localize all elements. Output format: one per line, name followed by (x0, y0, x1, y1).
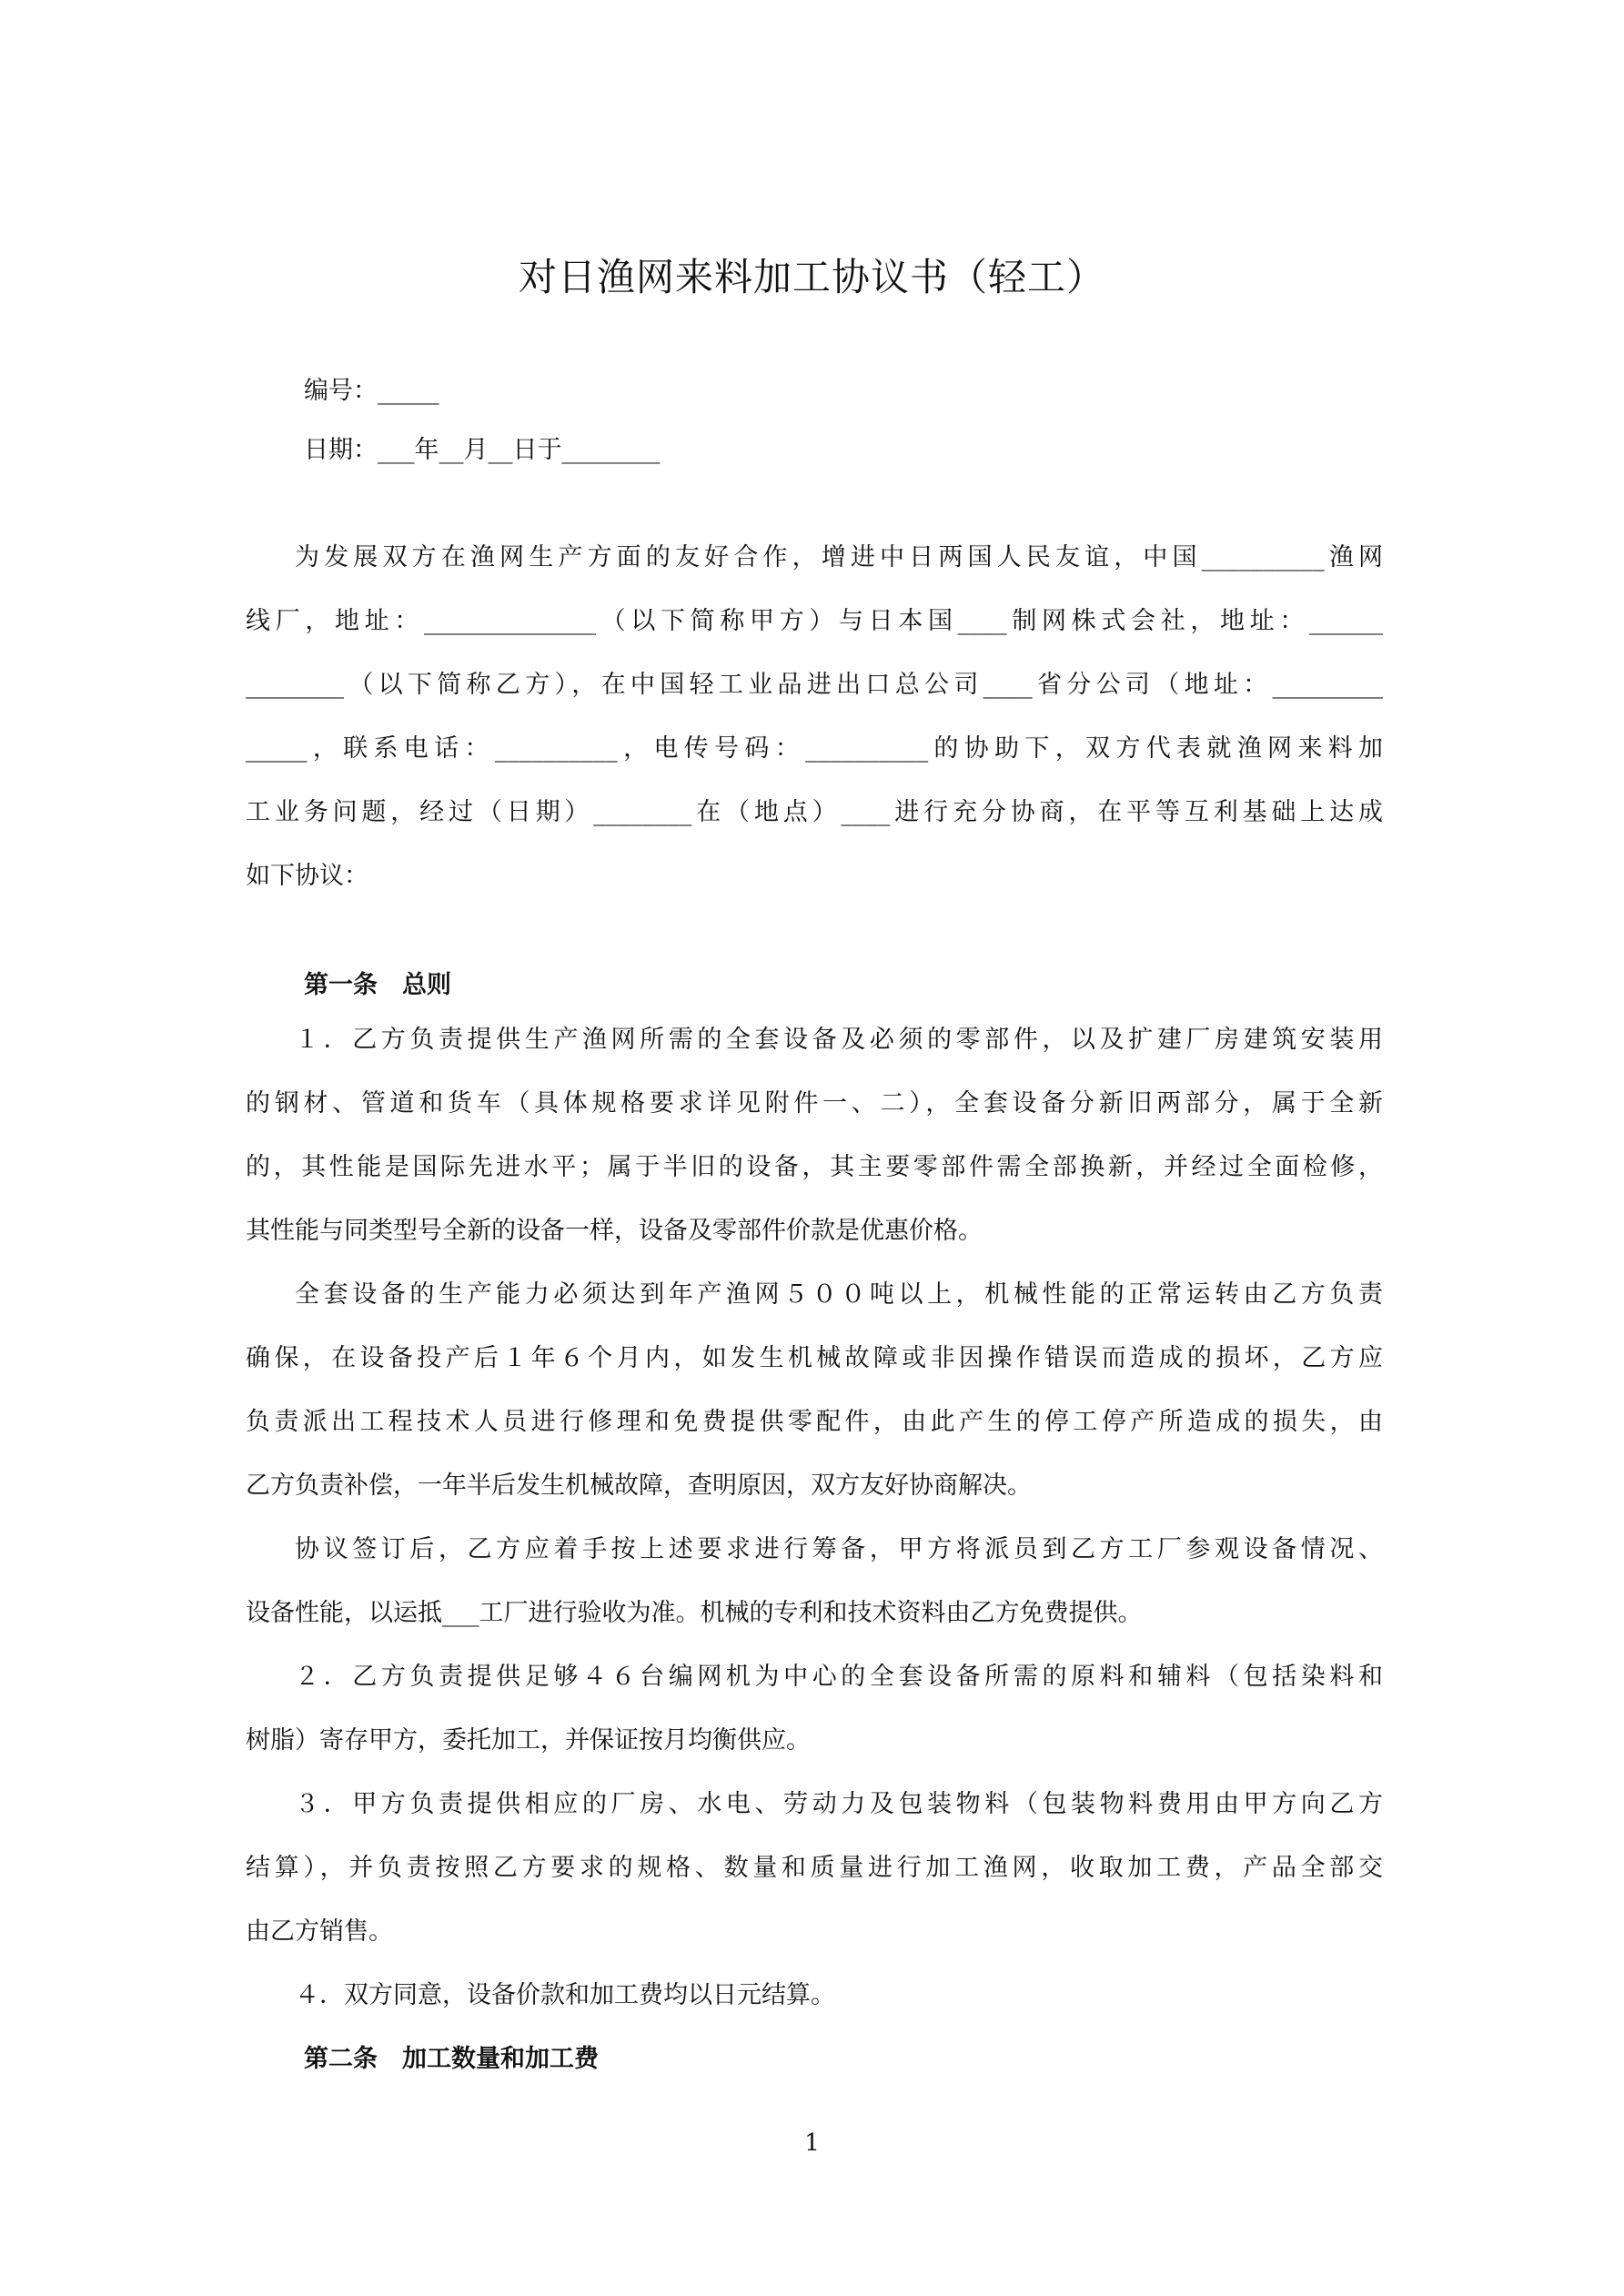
preamble-line: 如下协议： (246, 862, 368, 890)
preamble-line: 工业务问题，经过（日期）________在（地点）____进行充分协商，在平等互利基础上达成 (246, 798, 1383, 826)
page-number: 1 (804, 2129, 820, 2157)
clause-1-line: １．乙方负责提供生产渔网所需的全套设备及必须的零部件，以及扩建厂房建筑安装用 (295, 1026, 1383, 1054)
inspection-line: 协议签订后，乙方应着手按上述要求进行筹备，甲方将派员到乙方工厂参观设备情况、 (295, 1535, 1383, 1563)
capacity-line: 全套设备的生产能力必须达到年产渔网５００吨以上，机械性能的正常运转由乙方负责 (295, 1280, 1383, 1309)
clause-1-line: 其性能与同类型号全新的设备一样，设备及零部件价款是优惠价格。 (246, 1217, 983, 1245)
clause-4-line: ４．双方同意，设备价款和加工费均以日元结算。 (295, 1981, 835, 2009)
clause-1-line: 的，其性能是国际先进水平；属于半旧的设备，其主要零部件需全部换新，并经过全面检修， (246, 1153, 1383, 1181)
inspection-line: 设备性能，以运抵___工厂进行验收为准。机械的专利和技术资料由乙方免费提供。 (246, 1599, 1143, 1627)
preamble-line: _____，联系电话：__________，电传号码：__________的协助下，双方代表就渔网来料加 (246, 734, 1383, 763)
clause-3-line: 由乙方销售。 (246, 1917, 393, 1946)
capacity-line: 确保，在设备投产后１年６个月内，如发生机械故障或非因操作错误而造成的损坏，乙方应 (246, 1344, 1383, 1372)
clause-3-line: 结算），并负责按照乙方要求的规格、数量和质量进行加工渔网，收取加工费，产品全部交 (246, 1854, 1383, 1882)
article-2-heading: 第二条 加工数量和加工费 (304, 2045, 599, 2073)
clause-3-line: ３．甲方负责提供相应的厂房、水电、劳动力及包装物料（包装物料费用由甲方向乙方 (295, 1790, 1383, 1818)
capacity-line: 负责派出工程技术人员进行修理和免费提供零配件，由此产生的停工停产所造成的损失，由 (246, 1408, 1383, 1436)
preamble-line: 为发展双方在渔网生产方面的友好合作，增进中日两国人民友谊，中国__________渔网 (295, 543, 1383, 571)
document-title: 对日渔网来料加工协议书（轻工） (518, 255, 1105, 299)
preamble-line: ________（以下简称乙方），在中国轻工业品进出口总公司____省分公司（地址：_________ (246, 671, 1383, 699)
capacity-line: 乙方负责补偿，一年半后发生机械故障，查明原因，双方友好协商解决。 (246, 1472, 1032, 1500)
preamble-line: 线厂，地址：______________（以下简称甲方）与日本国____制网株式会社，地址：______ (246, 607, 1383, 635)
clause-2-line: 树脂）寄存甲方，委托加工，并保证按月均衡供应。 (246, 1726, 811, 1755)
contract-number: 编号：_____ (304, 377, 439, 405)
article-1-heading: 第一条 总则 (304, 971, 451, 999)
contract-date: 日期：___年__月__日于________ (304, 436, 661, 464)
clause-1-line: 的钢材、管道和货车（具体规格要求详见附件一、二），全套设备分新旧两部分，属于全新 (246, 1089, 1383, 1118)
clause-2-line: ２．乙方负责提供足够４６台编网机为中心的全套设备所需的原料和辅料（包括染料和 (295, 1663, 1383, 1691)
